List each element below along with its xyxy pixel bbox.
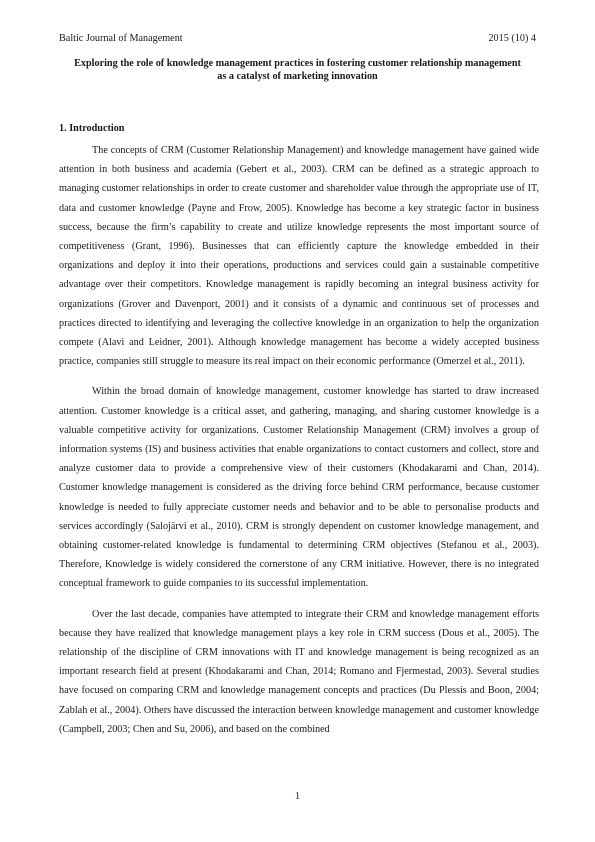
paragraph-1: The concepts of CRM (Customer Relationship Management) and knowledge management have gained wide attention in both business and academia (Gebert et al., 2003). CRM can be defined as a strategic approach to managing customer relationships in order to create customer and shareholder value through the appropriate use of IT, data and customer knowledge (Payne and Frow, 2005). Knowledge has become a key strategic factor in business success, because the firm’s capability to create and utilize knowledge represents the most important source of competitiveness (Grant, 1996). Businesses that can efficiently capture the knowledge embedded in their organizations and deploy it into their operations, productions and services could gain a sustainable competitive advantage over their competitors. Knowledge management is rapidly becoming an integral business activity for organizations (Grover and Davenport, 2001) and it consists of a dynamic and continuous set of processes and practices directed to identifying and leveraging the collective knowledge in an organization to help the organization compete (Alavi and Leidner, 2001). Although knowledge management has become a widely accepted business practice, companies still struggle to measure its real impact on their economic performance (Omerzel et al., 2011). xyxy=(59,145,539,368)
article-body xyxy=(59,122,539,750)
paper-title: Exploring the role of knowledge management practices in fostering customer relationship management as a catalyst of marketing innovation xyxy=(74,58,521,83)
page-number: 1 xyxy=(294,791,301,802)
section-heading: 1. Introduction xyxy=(59,123,125,134)
paragraph-2: Within the broad domain of knowledge management, customer knowledge has started to draw increased attention. Customer knowledge is a critical asset, and gathering, managing, and sharing customer knowledge is a valuable competitive activity for organizations. Customer Relationship Management (CRM) involves a group of information systems (IS) and business activities that enable organizations to contact customers and collect, store and analyze customer data to provide a comprehensive view of their customers (Khodakarami and Chan, 2014). Customer knowledge management is considered as the driving force behind CRM performance, because customer knowledge is needed to fully appreciate customer needs and behavior and to be able to personalise products and services accordingly (Salojärvi et al., 2010). CRM is strongly dependent on customer knowledge management, and obtaining customer-related knowledge is fundamental to determining CRM objectives (Stefanou et al., 2003). Therefore, Knowledge is widely considered the cornerstone of any CRM initiative. However, there is no integrated conceptual framework to guide companies to its successful implementation. xyxy=(59,386,539,590)
journal-name: Baltic Journal of Management xyxy=(59,33,183,44)
paragraph-3: Over the last decade, companies have attempted to integrate their CRM and knowledge management efforts because they have realized that knowledge management plays a key role in CRM success (Dous et al., 2005). The relationship of the discipline of CRM innovations with IT and knowledge management is being recognized as an important research field at present (Khodakarami and Chan, 2014; Romano and Fjermestad, 2003). Several studies have focused on comparing CRM and knowledge management concepts and practices (Du Plessis and Boon, 2004; Zablah et al., 2004). Others have discussed the interaction between knowledge management and customer knowledge (Campbell, 2003; Chen and Su, 2006), and based on the combined xyxy=(59,608,539,735)
issue-info: 2015 (10) 4 xyxy=(488,33,536,44)
